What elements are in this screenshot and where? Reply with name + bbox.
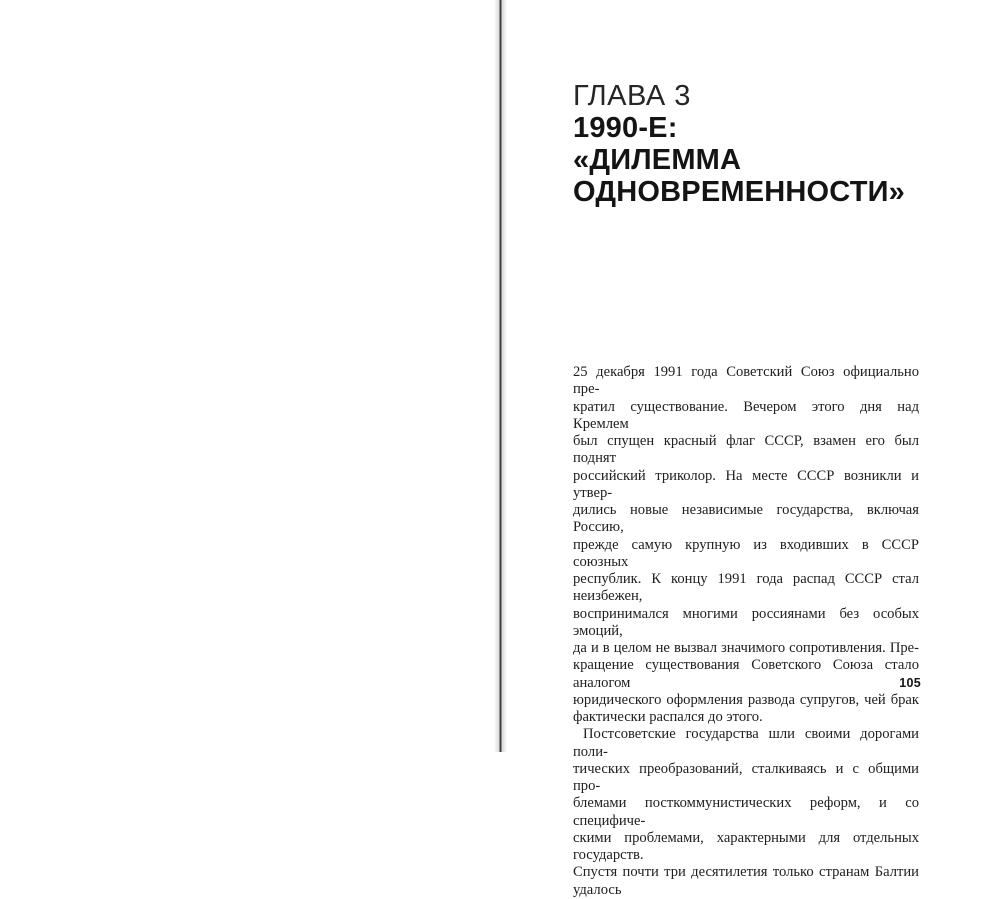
chapter-label: ГЛАВА 3: [573, 80, 691, 112]
paragraph-1-line: республик. К концу 1991 года распад СССР стал неизбежен,: [573, 571, 919, 605]
paragraph-1-line: воспринимался многими россиянами без особых эмоций,: [573, 605, 919, 639]
paragraph-1-line: прежде самую крупную из входивших в СССР союзных: [573, 536, 919, 570]
paragraph-1-line: российский триколор. На месте СССР возникли и утвер-: [573, 467, 919, 501]
paragraph-1-line: кратил существование. Вечером этого дня над Кремлем: [573, 398, 919, 432]
page-number: 105: [899, 676, 921, 690]
paragraph-1-line: 25 декабря 1991 года Советский Союз официально пре-: [573, 364, 919, 398]
body-text-block: [573, 364, 919, 899]
paragraph-1-line: да и в целом не вызвал значимого сопротивления. Пре-: [573, 640, 919, 656]
chapter-header: [573, 80, 973, 208]
paragraph-2-line: скими проблемами, характерными для отдельных государств.: [573, 829, 919, 863]
left-page-blank: [0, 0, 494, 752]
paragraph-2-line: тических преобразований, сталкиваясь и с общими про-: [573, 760, 919, 794]
paragraph-1-line: дились новые независимые государства, включая Россию,: [573, 502, 919, 536]
paragraph-1-line: юридического оформления развода супругов, чей брак: [573, 691, 919, 708]
paragraph-2-line: Постсоветские государства шли своими дорогами поли-: [573, 726, 919, 760]
right-page: [507, 0, 1001, 898]
paragraph-1-line: кращение существования Советского Союза стало аналогом: [573, 657, 919, 691]
chapter-title-line-3: ОДНОВРЕМЕННОСТИ»: [573, 176, 906, 208]
paragraph-1-last-line: фактически распался до этого.: [573, 709, 763, 725]
chapter-title-line-1: 1990-Е:: [573, 112, 678, 144]
book-gutter-line: [494, 0, 507, 752]
paragraph-2-line: Спустя почти три десятилетия только странам Балтии удалось: [573, 864, 919, 898]
paragraph-1-line: был спущен красный флаг СССР, взамен его был поднят: [573, 433, 919, 467]
chapter-title-line-2: «ДИЛЕММА: [573, 144, 742, 176]
paragraph-2-line: блемами посткоммунистических реформ, и со специфиче-: [573, 795, 919, 829]
